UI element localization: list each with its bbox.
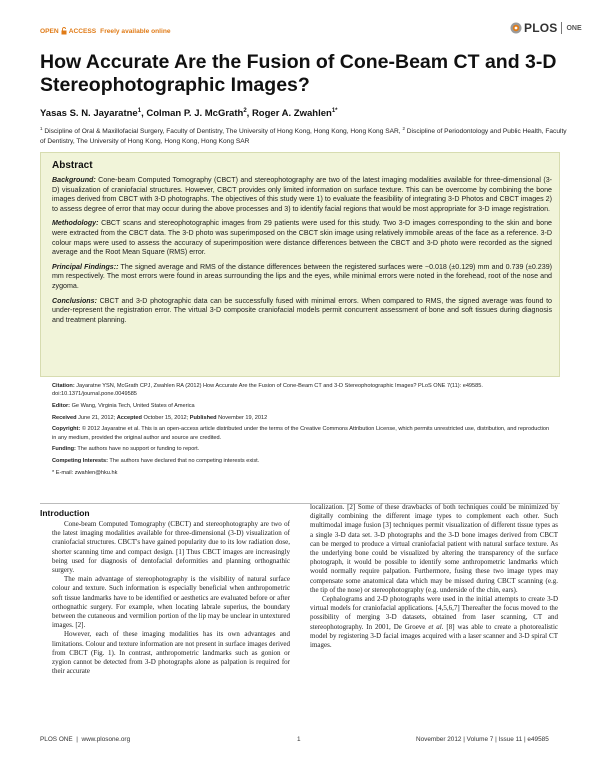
abstract (52, 160, 552, 330)
intro-paragraph: The main advantage of stereophotography is the visibility of natural surface colour and texture. Such information is especially beneficial when anthropometric soft tissue landmarks have to be identified or aesthetics are evaluated before or after orthognathic surgery. For example, when locating labrale superius, the boundary between the cutaneous and vermilion portion of the lip may be unclear in untextured images. [2]. (52, 575, 290, 630)
abstract-heading: Abstract (52, 160, 93, 171)
meta-text: The authors have declared that no competing interests exist. (107, 457, 260, 464)
intro-paragraph: localization. [2] Some of these drawbacks of both techniques could be minimized by digitally combining the different image types to complement each other. Such multimodal image fusion [3] techniques permit visualization of different tissue types as a single 3-D data set. 3-D photographs and the 3-D bone images derived from CBCT can be merged to produce a virtual craniofacial patient with natural surface texture. As the underlying bone could be visualized by altering the transparency of the surface photograph, it would be possible to identify some anthropometric landmarks which would normally require palpation. Furthermore, fusing these two image types may compensate some anatomical data which may be missed during CBCT scanning (e.g. the tip of the nose) or stereophotography (e.g. underside of the chin, ears). (310, 503, 558, 594)
affiliation-1: Discipline of Oral & Maxillofacial Surgery, Faculty of Dentistry, The University of Hong Kong, Hong Kong, Hong Kong SAR, (44, 128, 401, 136)
meta-text: October 15, 2012; (141, 414, 190, 421)
introduction-heading: Introduction (40, 508, 90, 518)
paragraph-text: [8] was able to create a photorealistic model by registering 3-D facial images acquired with a laser scanner and 3-D spiral CT images. (310, 622, 558, 650)
meta-text: June 21, 2012; (76, 414, 117, 421)
meta-label: Published (189, 414, 217, 421)
open-access-banner (40, 27, 171, 35)
access-label: ACCESS (68, 27, 97, 35)
author-list: Yasas S. N. Jayaratne$^1$, Colman P. J. McGrath$^2$, Roger A. Zwahlen$^{1*}$ (40, 108, 338, 120)
plos-logo-icon (510, 22, 522, 34)
freely-available-label: Freely available online (100, 27, 171, 35)
author-name: Colman P. J. McGrath (146, 108, 244, 120)
meta-text: November 19, 2012 (216, 414, 268, 421)
right-column (310, 503, 558, 650)
section-label: Background: (52, 176, 96, 184)
article-metadata (52, 382, 552, 480)
meta-label: Competing Interests: (52, 457, 108, 464)
copyright (52, 425, 552, 441)
left-column (52, 520, 290, 676)
intro-paragraph (310, 595, 558, 650)
meta-text: © 2012 Jayaratne et al. This is an open-access article distributed under the terms of the Creative Commons Attribution License, which permits unrestricted use, distribution, and reproduction in any medium, provided the original author and source are credited. (52, 426, 550, 441)
citation (52, 382, 552, 398)
meta-label: Editor: (52, 402, 71, 409)
footer-url[interactable]: www.plosone.org (81, 736, 131, 743)
author-sup: 2 (243, 108, 247, 114)
open-access-label: OPEN (40, 27, 59, 35)
meta-label: Copyright: (52, 426, 81, 433)
author-name: Roger A. Zwahlen (251, 108, 332, 120)
meta-text: Ge Wang, Virginia Tech, United States of America (70, 402, 195, 409)
journal-logo (510, 21, 582, 35)
paragraph-text: Cephalograms and 2-D photographs were used in the initial attempts to create 3-D virtual models for craniofacial applications. [4,5,6,7] Thereafter the focus moved to the possibility of merging 3-D datasets, obtained from laser scanning, CT and stereophotography. In 2001, De Groeve (310, 595, 558, 631)
section-text: CBCT scans and stereophotographic images from 29 patients were used for this study. Two 3-D images corresponding to the skin and bone were extracted from the CBCT data. The 3-D photo was superimposed on the CBCT skin image using relatively immobile areas of the face as a reference. 3-D colour maps were used to assess the accuracy of superimposition were distance differences between the CBCT and 3-D photo were recorded as the signed average and the Root Mean Square (RMS) error. (52, 219, 552, 257)
affiliations (40, 124, 570, 146)
meta-label: Received (52, 414, 77, 421)
meta-label: Citation: (52, 383, 75, 389)
section-label: Methodology: (52, 219, 99, 228)
abstract-findings (52, 263, 552, 292)
abstract-methodology (52, 219, 552, 257)
meta-label: Accepted (116, 414, 142, 421)
footer-journal: PLOS ONE | www.plosone.org (40, 736, 131, 743)
logo-divider (561, 22, 562, 34)
footer-journal-name: PLOS ONE (40, 736, 73, 743)
section-text: Cone-beam Computed Tomography (CBCT) and stereophotography are two of the latest imaging modalities available for three-dimensional (3-D) visualization of craniofacial structures. However, CBCT provides only limited information on surface texture. This can be overcome by combining the bone images derived from CBCT with 3-D photographs. The objectives of this study were 1) to evaluate the feasibility of integrating 3-D Photos and CBCT images 2) to assess degree of error that may occur during the above processes and 3) to identify facial regions that would be most appropriate for 3-D image registration. (52, 176, 552, 213)
author-name: Yasas S. N. Jayaratne (40, 108, 138, 120)
affiliation-2: Discipline of Periodontology and Public Health, Faculty of Dentistry, The University of Hong Kong, Hong Kong, Hong Kong SAR (40, 128, 567, 145)
author-sup: 1* (331, 108, 338, 114)
meta-text: The authors have no support or funding to report. (75, 446, 200, 453)
section-text: CBCT and 3-D photographic data can be successfully fused with minimal errors. When compared to RMS, the signed average was found to under-represent the registration error. The virtual 3-D composite craniofacial models permit concurrent assessment of bone and soft tissues during diagnosis and treatment planning. (52, 296, 552, 324)
article-title: How Accurate Are the Fusion of Cone-Beam CT and 3-D Stereophotographic Images? (40, 51, 557, 96)
section-text: The signed average and RMS of the distance differences between the registered surfaces were −0.018 (±0.129) mm and 0.739 (±0.239) mm respectively. The most errors were found in areas surrounding the lips and the eyes, while minimal errors were noted in the forehead, root of the nose and zygoma. (52, 262, 552, 290)
dates (52, 414, 552, 422)
abstract-conclusions (52, 297, 552, 326)
author-sup: 1 (137, 108, 142, 114)
affiliation-sup: 1 (40, 126, 43, 131)
journal-suffix: ONE (566, 24, 582, 32)
meta-label: Funding: (52, 446, 76, 453)
footer-issue: November 2012 | Volume 7 | Issue 11 | e49585 (416, 736, 549, 743)
corresponding-email[interactable]: * E-mail: zwahlen@hku.hk (52, 469, 118, 476)
page-number: 1 (297, 736, 301, 743)
section-label: Principal Findings:: (52, 262, 119, 271)
editor (52, 402, 552, 410)
competing-interests (52, 457, 552, 465)
section-label: Conclusions: (52, 296, 97, 305)
abstract-background (52, 176, 552, 214)
paragraph-text: et al. (428, 622, 444, 631)
open-lock-icon (61, 27, 67, 35)
meta-text: Jayaratne YSN, McGrath CPJ, Zwahlen RA (2012) How Accurate Are the Fusion of Cone-Beam CT and 3-D Stereophotographic Images? PLoS ONE 7(11): e49585. doi:10.1371/journal.pone.0049585 (52, 383, 483, 398)
intro-paragraph: Cone-beam Computed Tomography (CBCT) and stereophotography are two of the latest imaging modalities available for three-dimensional (3-D) visualization of craniofacial structures. CBCT's have gained popularity due to its low radiation dose, shorter scanning time and compact design. [1] Thus CBCT images are increasingly being used for diagnosis of dentofacial deformities and planning orthognathic surgery. (52, 520, 290, 575)
funding (52, 445, 552, 453)
affiliation-sup: 2 (402, 126, 405, 131)
journal-brand: PLOS (524, 21, 558, 35)
intro-paragraph: However, each of these imaging modalities has its own advantages and limitations. Colour and texture information are not present in surface images derived from CBCT (Fig. 1). In contrast, anthropometric landmarks such as gonion or zygion cannot be detected from 3-D photographs alone as palpation is required for their accurate (52, 630, 290, 676)
